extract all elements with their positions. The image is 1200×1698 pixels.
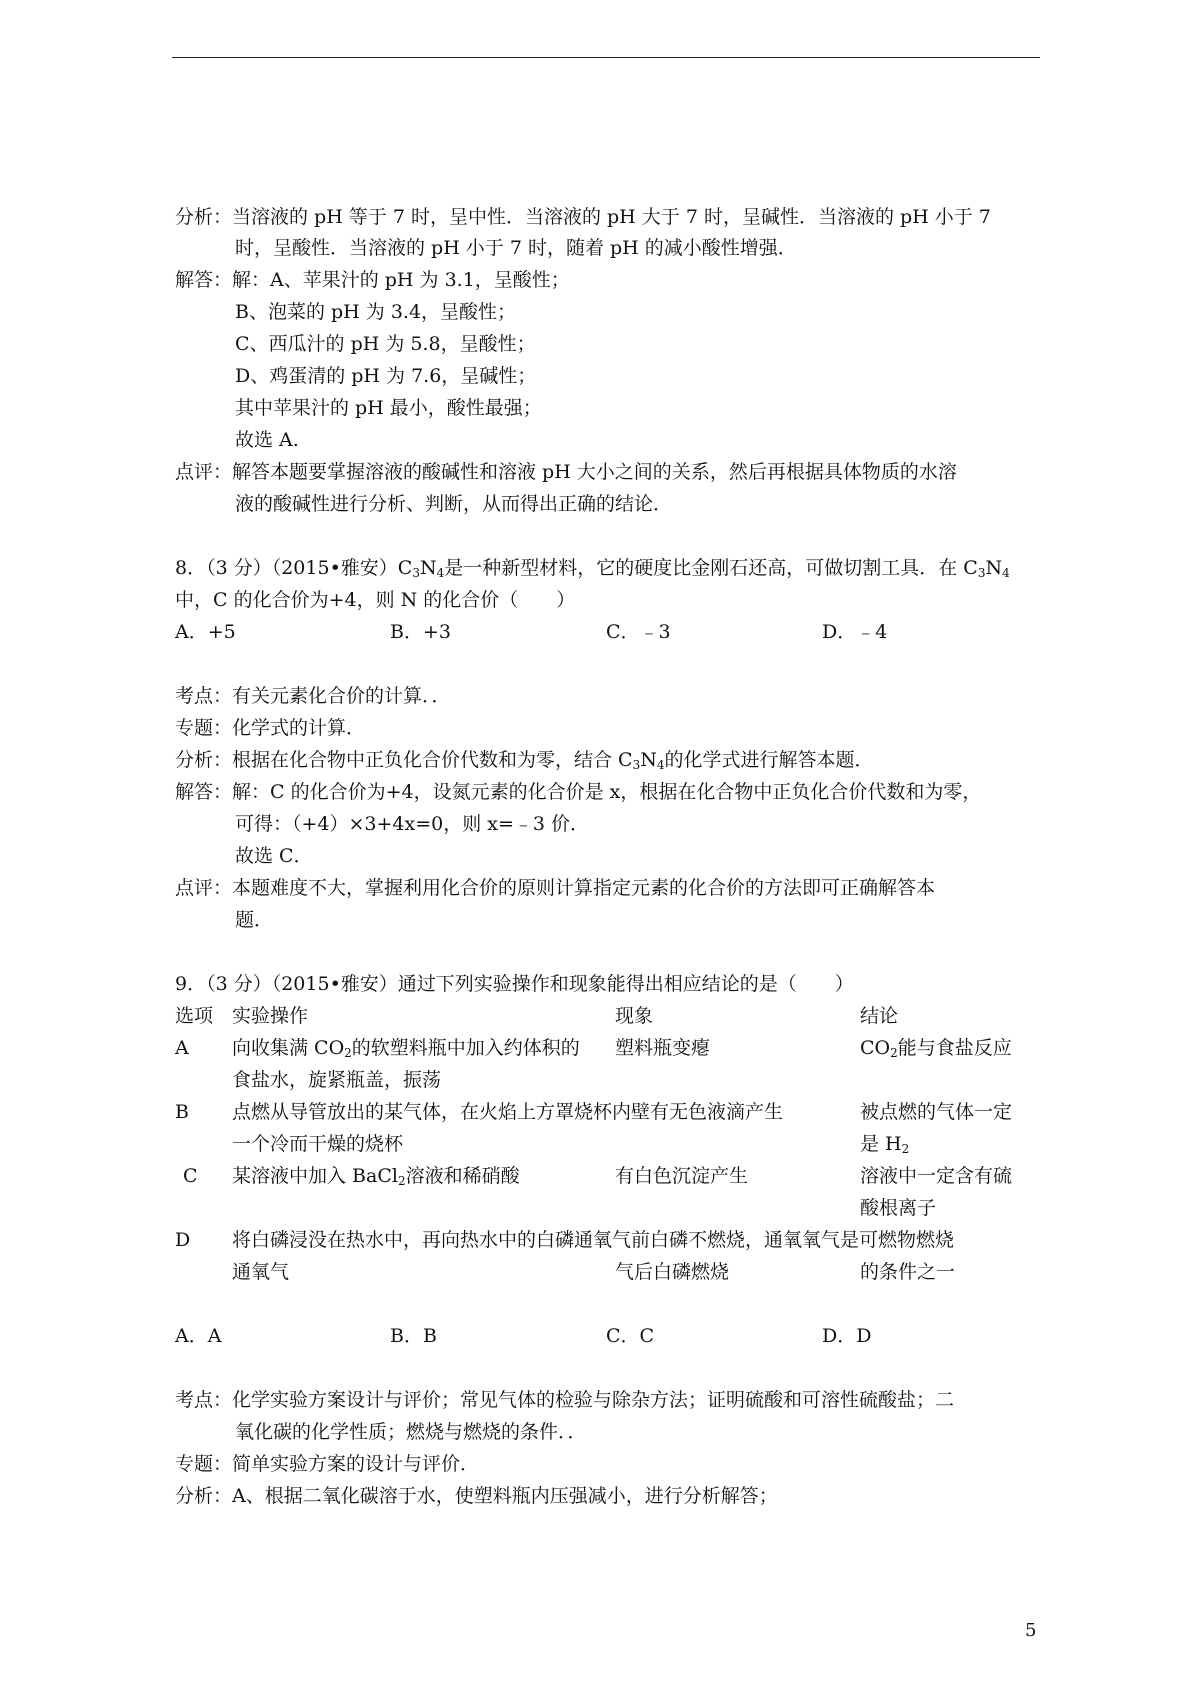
q8-option-c: C．﹣3 — [606, 621, 671, 643]
q9-row-b-option: B — [175, 1101, 189, 1123]
q7-answer-line-4: D、鸡蛋清的 pH 为 7.6，呈碱性； — [235, 365, 537, 387]
q8-stem-line-1: 8．（3 分）（2015•雅安）$C_3N_4$是一种新型材料，它的硬度比金刚石还高，可做切割工具．在 $C_3N_4$ — [175, 557, 1010, 580]
q9-row-b-operation-1: 点燃从导管放出的某气体，在火焰上方罩烧杯内壁有无色液滴产生 — [232, 1101, 784, 1123]
q9-option-d: D．D — [822, 1325, 872, 1347]
q9-stem: 9．（3 分）（2015•雅安）通过下列实验操作和现象能得出相应结论的是（ ） — [175, 973, 854, 995]
q7-answer-line-2: B、泡菜的 pH 为 3.4，呈酸性； — [235, 301, 517, 323]
q9-row-a-operation-2: 食盐水，旋紧瓶盖，振荡 — [232, 1069, 442, 1091]
q9-kaodian-line-1: 考点：化学实验方案设计与评价；常见气体的检验与除杂方法；证明硫酸和可溶性硫酸盐；二 — [175, 1389, 955, 1411]
q9-row-c-option: C — [183, 1165, 198, 1187]
q9-option-b: B．B — [390, 1325, 437, 1347]
q9-row-a-operation-1: 向收集满 $CO_2$的软塑料瓶中加入约体积的 — [232, 1037, 580, 1060]
q9-row-d-conclusion-2: 的条件之一 — [860, 1261, 956, 1283]
q8-answer-line-3: 故选 C． — [235, 845, 313, 867]
q9-row-b-operation-2: 一个冷而干燥的烧杯 — [232, 1133, 404, 1155]
header-rule — [172, 57, 1040, 58]
q8-stem-line-2: 中，C 的化合价为+4，则 N 的化合价（ ） — [175, 589, 576, 611]
q9-row-d-phenomenon-2: 气后白磷燃烧 — [615, 1261, 730, 1283]
q9-row-a-option: A — [175, 1037, 189, 1059]
q8-answer-line-2: 可得：（+4）×3+4x=0，则 x=﹣3 价． — [235, 813, 590, 835]
q9-row-b-conclusion-1: 被点燃的气体一定 — [860, 1101, 1013, 1123]
q7-analysis-line-1: 分析：当溶液的 pH 等于 7 时，呈中性．当溶液的 pH 大于 7 时，呈碱性．当溶液的 pH 小于 7 — [175, 206, 991, 228]
q8-answer-line-1: 解答：解：C 的化合价为+4，设氮元素的化合价是 x，根据在化合物中正负化合价代数和为零， — [175, 781, 982, 803]
q9-header-option: 选项 — [175, 1005, 214, 1027]
q8-option-b: B．+3 — [390, 621, 451, 643]
q8-analysis: 分析：根据在化合物中正负化合价代数和为零，结合 $C_3N_4$的化学式进行解答本题． — [175, 749, 874, 772]
q9-option-a: A．A — [175, 1325, 222, 1347]
q9-header-phenomenon: 现象 — [615, 1005, 654, 1027]
q7-answer-line-1: 解答：解：A、苹果汁的 pH 为 3.1，呈酸性； — [175, 269, 570, 291]
page-number: 5 — [1025, 1620, 1037, 1641]
q7-answer-line-3: C、西瓜汁的 pH 为 5.8，呈酸性； — [235, 333, 536, 355]
q8-kaodian: 考点：有关元素化合价的计算．． — [175, 685, 451, 707]
q8-comment-line-2: 题． — [235, 909, 274, 931]
q9-row-c-phenomenon: 有白色沉淀产生 — [615, 1165, 749, 1187]
q9-analysis: 分析：A、根据二氧化碳溶于水，使塑料瓶内压强减小，进行分析解答； — [175, 1485, 778, 1507]
q9-row-c-conclusion-2: 酸根离子 — [860, 1197, 937, 1219]
q9-option-c: C．C — [606, 1325, 655, 1347]
q9-row-c-conclusion-1: 溶液中一定含有硫 — [860, 1165, 1013, 1187]
q8-option-a: A．+5 — [175, 621, 236, 643]
q9-header-conclusion: 结论 — [860, 1005, 899, 1027]
q7-comment-line-2: 液的酸碱性进行分析、判断，从而得出正确的结论． — [235, 493, 673, 515]
q8-comment-line-1: 点评：本题难度不大，掌握利用化合价的原则计算指定元素的化合价的方法即可正确解答本 — [175, 877, 936, 899]
q9-header-operation: 实验操作 — [232, 1005, 309, 1027]
q9-row-d-line-1: 将白磷浸没在热水中，再向热水中的白磷通氧气前白磷不燃烧，通氧氧气是可燃物燃烧 — [232, 1229, 955, 1251]
q9-row-a-phenomenon: 塑料瓶变瘪 — [615, 1037, 711, 1059]
q9-row-d-operation-2: 通氧气 — [232, 1261, 290, 1283]
q8-zhuanti: 专题：化学式的计算． — [175, 717, 366, 739]
q7-comment-line-1: 点评：解答本题要掌握溶液的酸碱性和溶液 pH 大小之间的关系，然后再根据具体物质的水溶 — [175, 461, 957, 483]
q9-row-d-option: D — [175, 1229, 191, 1251]
q9-kaodian-line-2: 氧化碳的化学性质；燃烧与燃烧的条件．． — [235, 1421, 587, 1443]
q9-row-b-conclusion-2: 是 $H_2$ — [860, 1133, 910, 1156]
q9-zhuanti: 专题：简单实验方案的设计与评价． — [175, 1453, 480, 1475]
q8-option-d: D．﹣4 — [822, 621, 888, 643]
q7-answer-line-5: 其中苹果汁的 pH 最小，酸性最强； — [235, 397, 542, 419]
q7-answer-line-6: 故选 A. — [235, 429, 299, 451]
q9-row-a-conclusion: $CO_2$能与食盐反应 — [860, 1037, 1012, 1060]
q9-row-c-operation: 某溶液中加入 BaCl$_2$溶液和稀硝酸 — [232, 1165, 520, 1188]
q7-analysis-line-2: 时，呈酸性．当溶液的 pH 小于 7 时，随着 pH 的减小酸性增强． — [235, 237, 797, 259]
